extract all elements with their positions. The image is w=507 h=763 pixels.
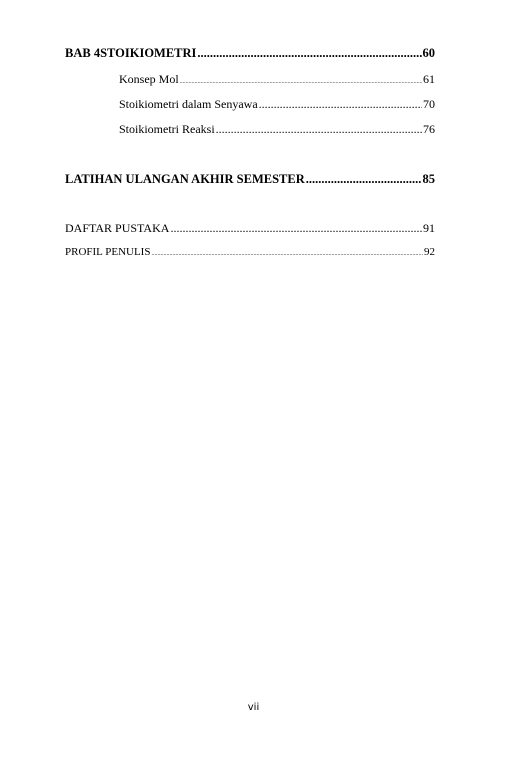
author-title: PROFIL PENULIS [65, 246, 151, 258]
toc-entry-profil-penulis[interactable] [65, 246, 435, 258]
dot-leader [180, 79, 422, 85]
dot-leader [151, 251, 423, 257]
chapter-page-number: 60 [422, 46, 435, 60]
dot-leader [197, 46, 421, 61]
section-title: Stoikiometri dalam Senyawa [119, 97, 258, 111]
dot-leader [216, 122, 422, 137]
toc-entry-daftar-pustaka[interactable] [65, 221, 435, 236]
exercise-page-number: 85 [422, 172, 435, 186]
page-number: vii [247, 702, 260, 713]
toc-entry-konsep-mol[interactable] [119, 72, 435, 87]
author-page-number: 92 [424, 246, 435, 258]
dot-leader [259, 97, 422, 112]
bibliography-title: DAFTAR PUSTAKA [65, 221, 170, 235]
section-page-number: 70 [423, 97, 435, 111]
chapter-title: STOIKIOMETRI [100, 46, 197, 60]
bibliography-page-number: 91 [423, 221, 435, 235]
section-page-number: 61 [423, 72, 435, 86]
section-title: Stoikiometri Reaksi [119, 122, 215, 136]
toc-entry-chapter-4[interactable] [65, 46, 435, 61]
chapter-label: BAB 4 [65, 46, 101, 60]
toc-entry-latihan[interactable] [65, 172, 435, 187]
toc-entry-stoikiometri-reaksi[interactable] [119, 122, 435, 137]
exercise-title: LATIHAN ULANGAN AKHIR SEMESTER [65, 172, 305, 186]
section-page-number: 76 [423, 122, 435, 136]
section-title: Konsep Mol [119, 72, 179, 86]
dot-leader [306, 172, 422, 187]
dot-leader [170, 221, 422, 236]
toc-entry-stoikiometri-senyawa[interactable] [119, 97, 435, 112]
